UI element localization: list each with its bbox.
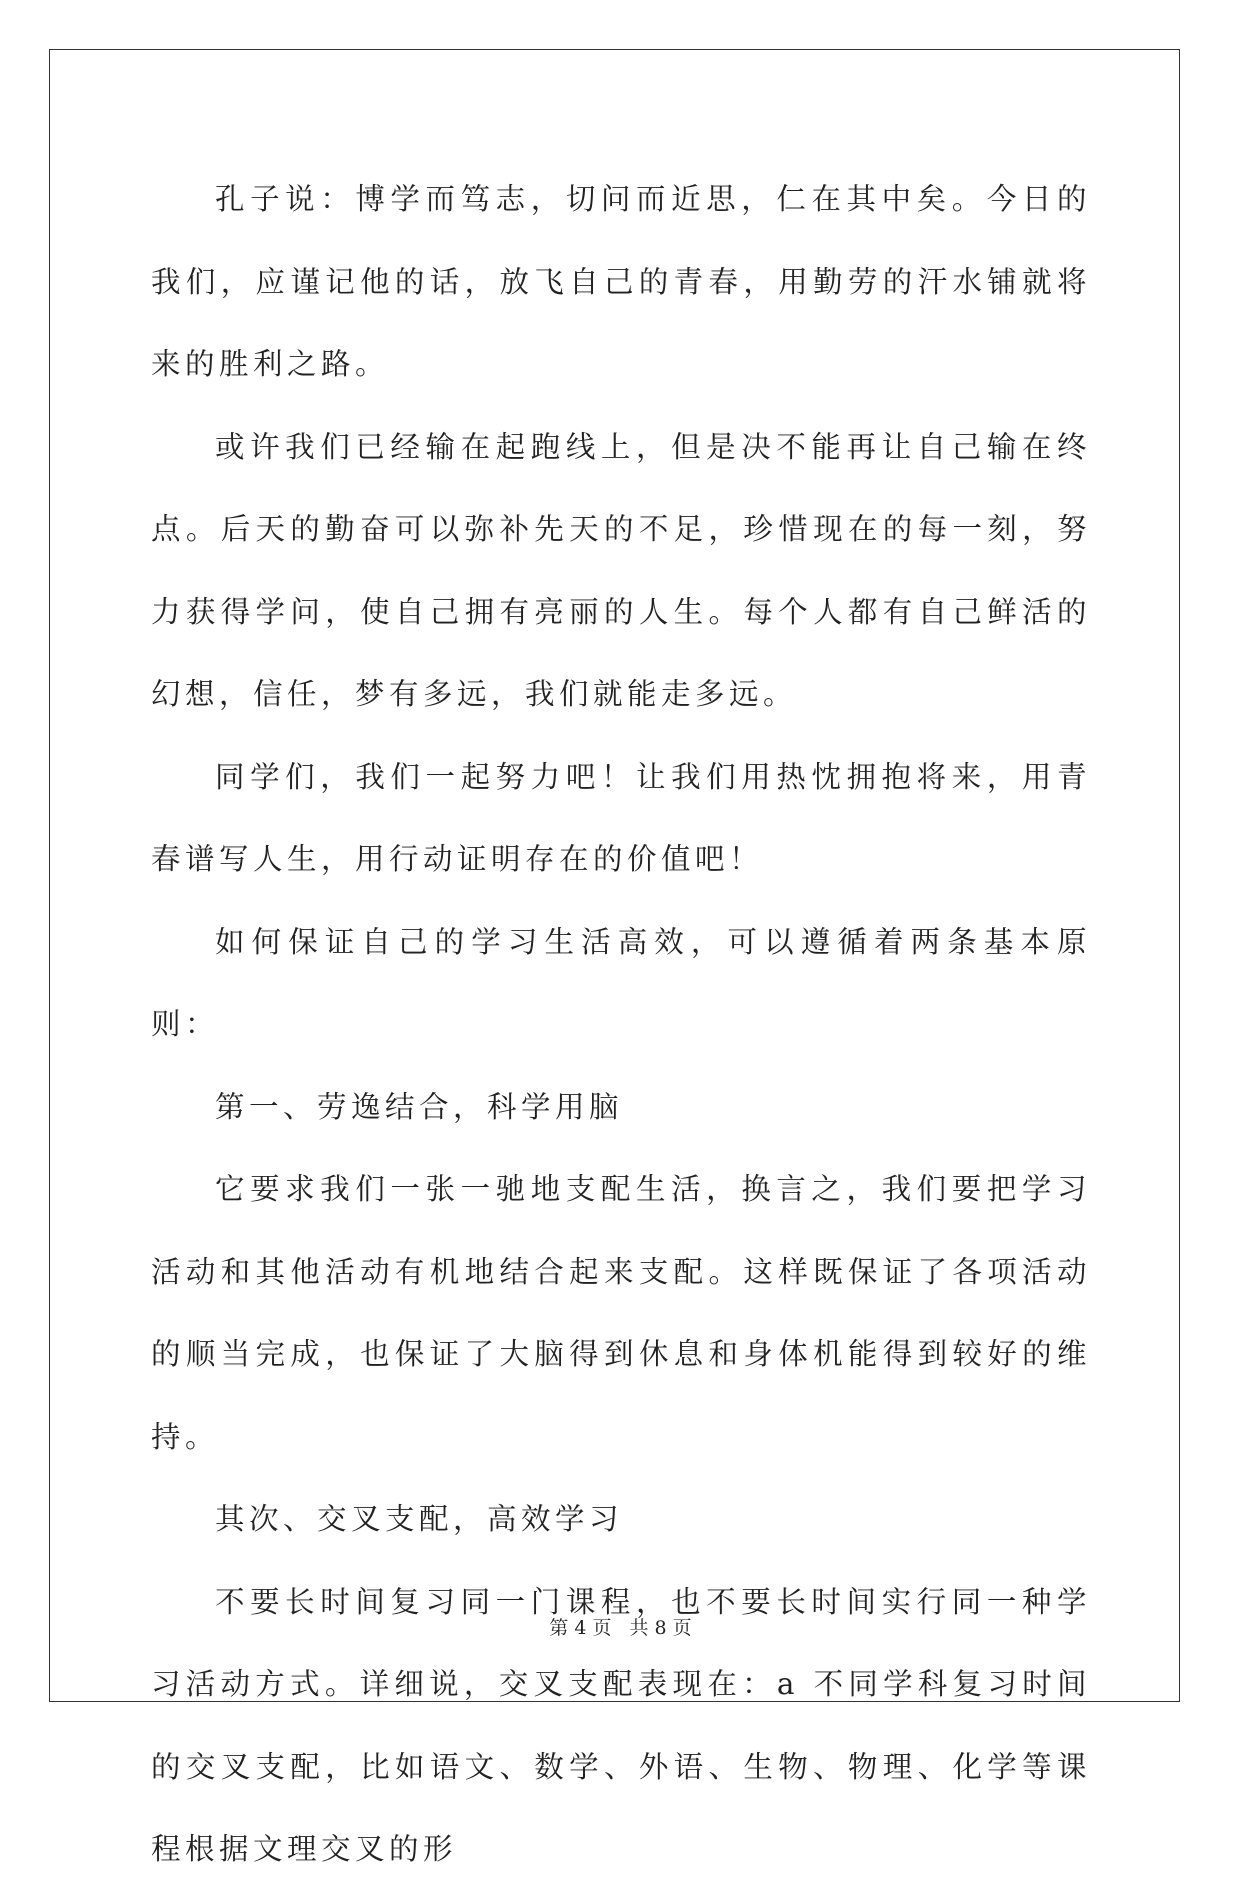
paragraph: 如何保证自己的学习生活高效，可以遵循着两条基本原则： xyxy=(151,924,1091,1041)
section-heading: 其次、交叉支配，高效学习 xyxy=(215,1502,624,1536)
paragraph: 孔子说：博学而笃志，切问而近思，仁在其中矣。今日的我们，应谨记他的话，放飞自己的青春，用勤劳的汗水铺就将来的胜利之路。 xyxy=(151,182,1091,381)
paragraph: 它要求我们一张一驰地支配生活，换言之，我们要把学习活动和其他活动有机地结合起来支配。这样既保证了各项活动的顺当完成，也保证了大脑得到休息和身体机能得到较好的维持。 xyxy=(151,1172,1091,1454)
section-heading: 第一、劳逸结合，科学用脑 xyxy=(215,1089,624,1124)
paragraph: 不要长时间复习同一门课程，也不要长时间实行同一种学习活动方式。详细说，交叉支配表现在：a 不同学科复习时间的交叉支配，比如语文、数学、外语、生物、物理、化学等课程根据文理交叉的形 xyxy=(151,1584,1091,1866)
paragraph: 或许我们已经输在起跑线上，但是决不能再让自己输在终点。后天的勤奋可以弥补先天的不足，珍惜现在的每一刻，努力获得学问，使自己拥有亮丽的人生。每个人都有自己鲜活的幻想，信任，梦有多远，我们就能走多远。 xyxy=(151,429,1091,711)
page-footer xyxy=(0,1616,1241,1640)
paragraph: 同学们，我们一起努力吧！让我们用热忱拥抱将来，用青春谱写人生，用行动证明存在的价值吧！ xyxy=(151,759,1091,876)
current-page-number: 第 4 页 xyxy=(549,1617,612,1639)
total-pages: 共 8 页 xyxy=(629,1617,692,1639)
